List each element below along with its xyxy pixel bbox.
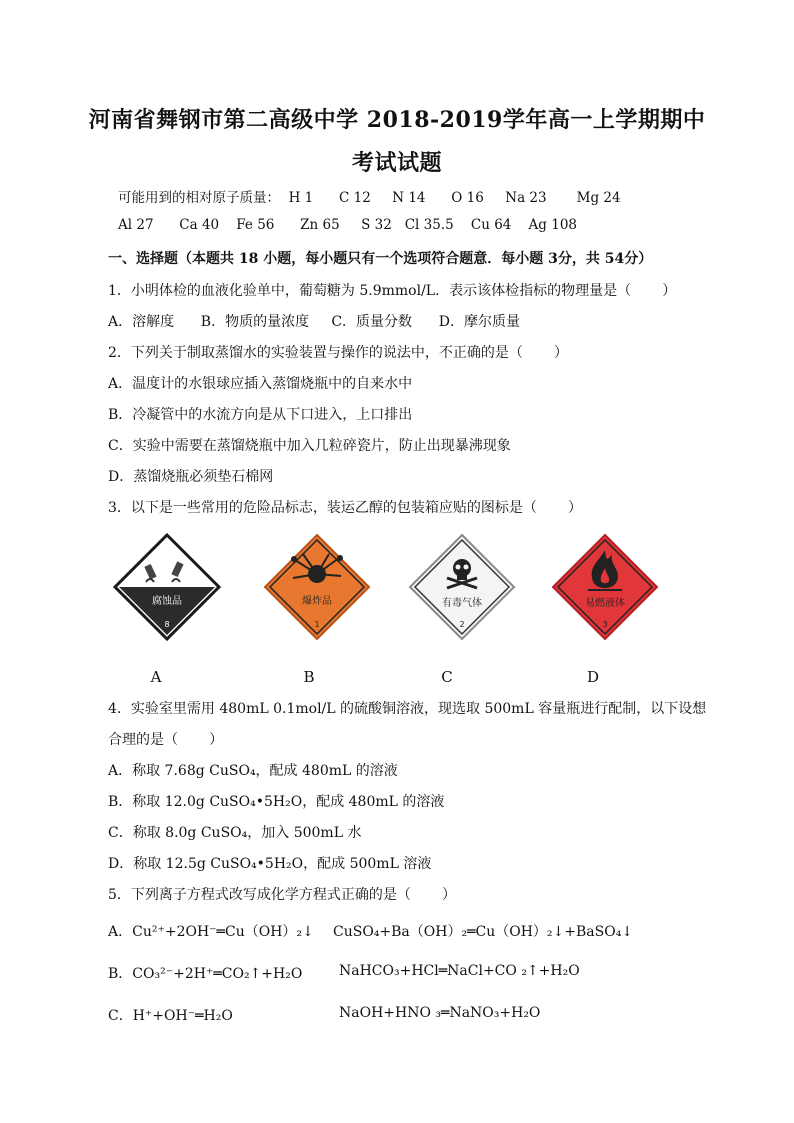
- sign-label-a: A: [150, 668, 162, 686]
- hazard-sign-b: [262, 532, 372, 642]
- question-2-option-b: B．冷凝管中的水流方向是从下口进入，上口排出: [108, 407, 413, 423]
- question-5-option-a-equation: CuSO₄+Ba（OH）₂═Cu（OH）₂↓+BaSO₄↓: [333, 924, 634, 940]
- question-5-option-c-equation: NaOH+HNO ₃═NaNO₃+H₂O: [339, 1005, 541, 1021]
- question-4-option-d: D．称取 12.5g CuSO₄•5H₂O，配成 500mL 溶液: [108, 856, 432, 872]
- sign-a-number: 8: [164, 620, 170, 629]
- question-4-option-b: B．称取 12.0g CuSO₄•5H₂O，配成 480mL 的溶液: [108, 794, 445, 810]
- sign-label-d: D: [586, 668, 600, 686]
- flame-icon: [550, 532, 660, 642]
- hazard-sign-a: [112, 532, 222, 642]
- atomic-masses-line-2: Al 27 Ca 40 Fe 56 Zn 65 S 32 Cl 35.5 Cu 64 Ag 108: [118, 217, 577, 233]
- page-subtitle: 考试试题: [351, 150, 442, 176]
- sign-b-number: 1: [314, 620, 320, 629]
- question-5-option-c-ionic: C．H⁺+OH⁻═H₂O: [108, 1008, 233, 1024]
- question-5-stem: 5．下列离子方程式改写成化学方程式正确的是（ ）: [108, 887, 457, 903]
- question-1-stem: 1．小明体检的血液化验单中，葡萄糖为 5.9mmol/L．表示该体检指标的物理量是（ ）: [108, 283, 677, 299]
- question-1-options: A．溶解度 B．物质的量浓度 C．质量分数 D．摩尔质量: [108, 314, 520, 330]
- page-title: 河南省舞钢市第二高级中学 2018-2019学年高一上学期期中: [88, 107, 706, 133]
- question-2-option-a: A．温度计的水银球应插入蒸馏烧瓶中的自来水中: [108, 376, 413, 392]
- sign-d-text: 易燃液体: [585, 598, 625, 609]
- sign-b-text: 爆炸品: [302, 596, 332, 607]
- question-2-option-c: C．实验中需要在蒸馏烧瓶中加入几粒碎瓷片，防止出现暴沸现象: [108, 438, 511, 454]
- explosive-icon: [262, 532, 372, 642]
- question-4-stem-line-1: 4．实验室里需用 480mL 0.1mol/L 的硫酸铜溶液，现选取 500mL 容量瓶进行配制，以下设想: [108, 701, 707, 717]
- sign-d-number: 3: [602, 620, 608, 629]
- atomic-masses-line-1: 可能用到的相对原子质量： H 1 C 12 N 14 O 16 Na 23 Mg 24: [118, 190, 621, 206]
- question-4-option-c: C．称取 8.0g CuSO₄，加入 500mL 水: [108, 825, 362, 841]
- question-4-option-a: A．称取 7.68g CuSO₄，配成 480mL 的溶液: [108, 763, 398, 779]
- hazard-sign-d: [550, 532, 660, 642]
- question-2-option-d: D．蒸馏烧瓶必须垫石棉网: [108, 469, 274, 485]
- question-4-stem-line-2: 合理的是（ ）: [108, 732, 224, 748]
- question-5-option-b-ionic: B．CO₃²⁻+2H⁺═CO₂↑+H₂O: [108, 966, 303, 982]
- sign-c-text: 有毒气体: [442, 598, 482, 609]
- hazard-signs: [112, 532, 672, 647]
- sign-label-b: B: [303, 668, 315, 686]
- hazard-sign-c: [407, 532, 517, 642]
- question-2-stem: 2．下列关于制取蒸馏水的实验装置与操作的说法中，不正确的是（ ）: [108, 345, 569, 361]
- corrosive-icon: [112, 532, 222, 642]
- sign-c-number: 2: [459, 620, 465, 629]
- skull-icon: [407, 532, 517, 642]
- section-heading: 一、选择题（本题共 18 小题，每小题只有一个选项符合题意．每小题 3分，共 54分）: [108, 251, 653, 267]
- question-5-option-a-ionic: A．Cu²⁺+2OH⁻═Cu（OH）₂↓: [108, 924, 314, 940]
- sign-a-text: 腐蚀品: [152, 596, 182, 607]
- sign-label-c: C: [441, 668, 453, 686]
- question-5-option-b-equation: NaHCO₃+HCl═NaCl+CO ₂↑+H₂O: [339, 963, 580, 979]
- question-3-stem: 3．以下是一些常用的危险品标志，装运乙醇的包装箱应贴的图标是（ ）: [108, 500, 583, 516]
